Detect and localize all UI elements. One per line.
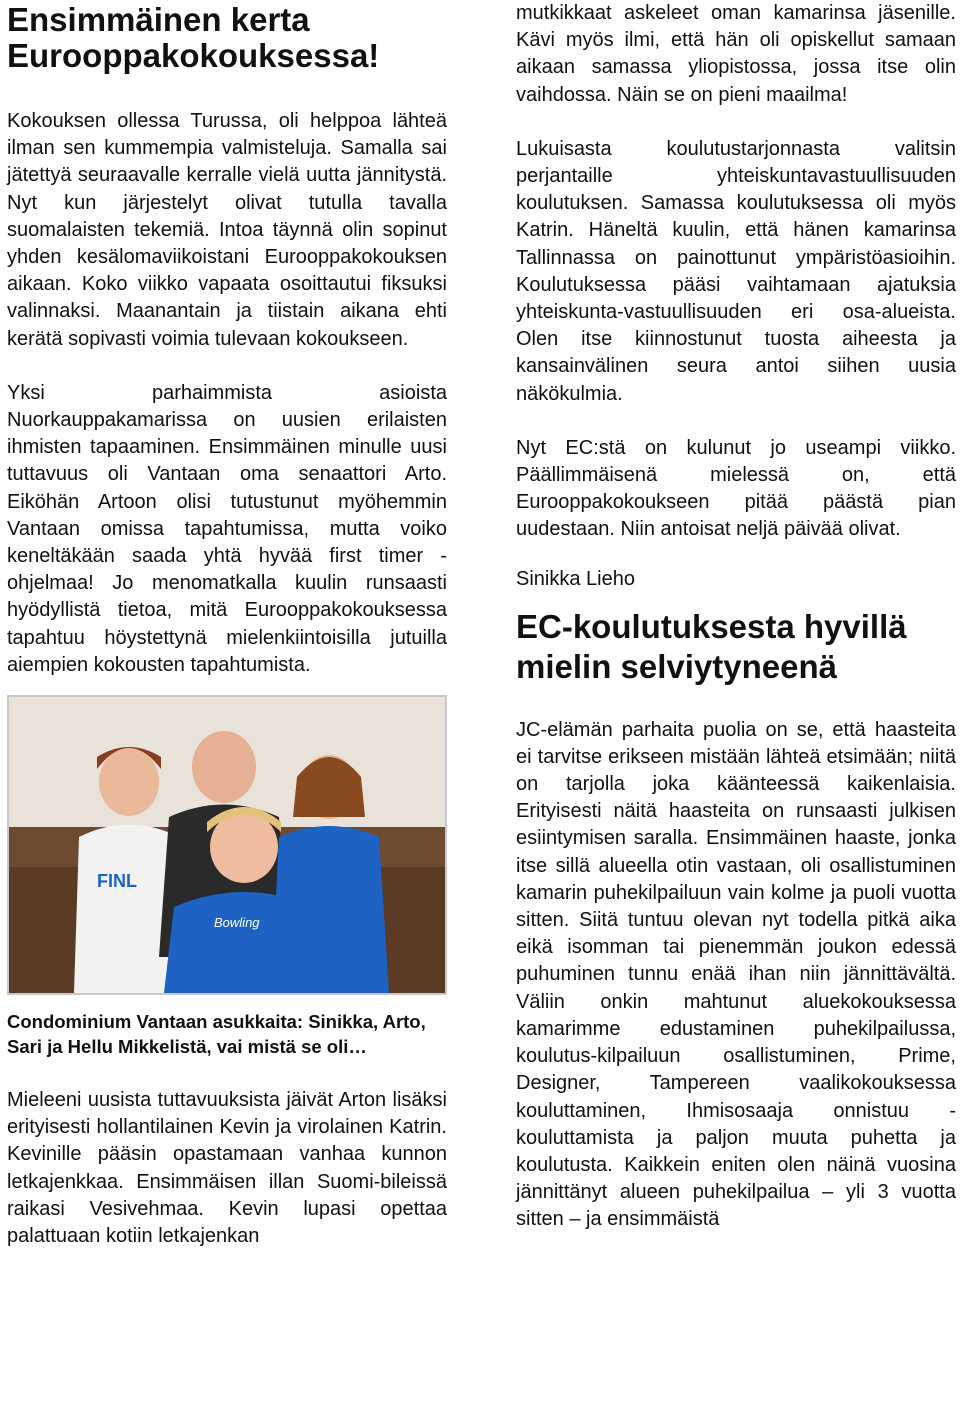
shirt-text: FINL [97,871,137,892]
article-title: Ensimmäinen kerta Eurooppakokouksessa! [7,1,380,74]
article-paragraph: Lukuisasta koulutustarjonnasta valitsin perjantaille yhteiskuntavastuullisuuden koulutuksen. Samassa koulutuksessa oli myös Katrin. Häneltä kuulin, että hänen kamarinsa Tallinnassa on painottunut ympäristöasioihin. Koulutuksessa pääsi vaihtamaan ajatuksia yhteiskunta-vastuullisuuden eri osa-alueista. Olen itse kiinnostunut tuosta aiheesta ja kansainvälinen seura antoi siihen uusia näkökulmia. [516,137,956,405]
article-paragraph: Nyt EC:stä on kulunut jo useampi viikko. Päällimmäisenä mielessä on, että Eurooppakokoukseen pitää päästä pian uudestaan. Niin antoisat neljä päivää olivat. [516,436,956,541]
left-column [7,0,447,1250]
shirt-text: Bowling [214,915,260,931]
article-paragraph: Kokouksen ollessa Turussa, oli helppoa lähteä ilman sen kummempia valmisteluja. Samalla sai jätettyä seuraavalle kerralle vielä uutta jännitystä. Nyt kun järjestelyt olivat tutulla tavalla suomalaisten tekemiä. Intoa täynnä olin sopinut yhden kesälomaviikoistani Eurooppakokouksen aikaan. Koko viikko vapaata osoittautui fiksuksi valinnaksi. Maanantain ja tiistain aikana ehti kerätä sopivasti voimia tulevaan kokoukseen. [7,110,447,350]
article-paragraph: Mieleeni uusista tuttavuuksista jäivät Arton lisäksi erityisesti hollantilainen Kevin ja virolainen Katrin. Kevinille pääsin opastamaan vanhaa kunnon letkajenkkaa. Ensimmäisen illan Suomi-bileissä raikasi Vesivehmaa. Kevin lupasi opettaa palattuaan kotiin letkajenkan [7,1089,447,1248]
right-column [516,0,956,1234]
article-title: EC-koulutuksesta hyvillä mielin selviytyneenä [516,607,907,685]
author-name: Sinikka Lieho [516,567,635,590]
photo-caption: Condominium Vantaan asukkaita: Sinikka, Arto, Sari ja Hellu Mikkelistä, vai mistä se oli… [7,1011,426,1058]
article-paragraph: Yksi parhaimmista asioista Nuorkauppakamarissa on uusien erilaisten ihmisten tapaaminen. Ensimmäinen minulle uusi tuttavuus oli Vantaan oma senaattori Arto. Eiköhän Artoon olisi tutustunut myöhemmin Vantaan omissa tapahtumissa, mutta voiko keneltäkään saada yhtä hyvää first timer -ohjelmaa! Jo menomatkalla kuulin runsaasti hyödyllistä tietoa, mitä Eurooppakokouksessa tapahtuu höystettynä mielenkiintoisilla jutuilla aiempien kokousten tapahtumista. [7,381,447,676]
group-photo [7,695,447,995]
article-paragraph: mutkikkaat askeleet oman kamarinsa jäsenille. Kävi myös ilmi, että hän oli opiskellut samaan aikaan samassa yliopistossa, jossa itse olin vaihdossa. Näin se on pieni maailma! [516,2,956,106]
group-photo-illustration [9,697,445,993]
article-paragraph: JC-elämän parhaita puolia on se, että haasteita ei tarvitse erikseen mistään lähteä etsimään; niitä on tarjolla joka käänteessä kaikenlaisia. Erityisesti näitä haasteita on runsaasti julkisen esiintymisen saralla. Ensimmäinen haaste, jonka itse sillä alueella otin vastaan, oli osallistuminen kamarin puhekilpailuun vain kolme ja puoli vuotta sitten. Siitä tuntuu olevan nyt todella pitkä aika eikä isomman tai pienemmän joukon edessä puhuminen tunnu enää ihan niin jännittävältä. Väliin onkin mahtunut aluekokouksessa kamarimme edustaminen puhekilpailussa, koulutus-kilpailuun osallistuminen, Prime, Designer, Tampereen vaalikokouksessa kouluttaminen, Ihmisosaaja onnistuu - kouluttamista ja paljon muuta puhetta ja koulutusta. Kaikkein eniten olen näinä vuosina jännittänyt alueen puhekilpailua – yli 3 vuotta sitten – ja ensimmäistä [516,718,956,1231]
